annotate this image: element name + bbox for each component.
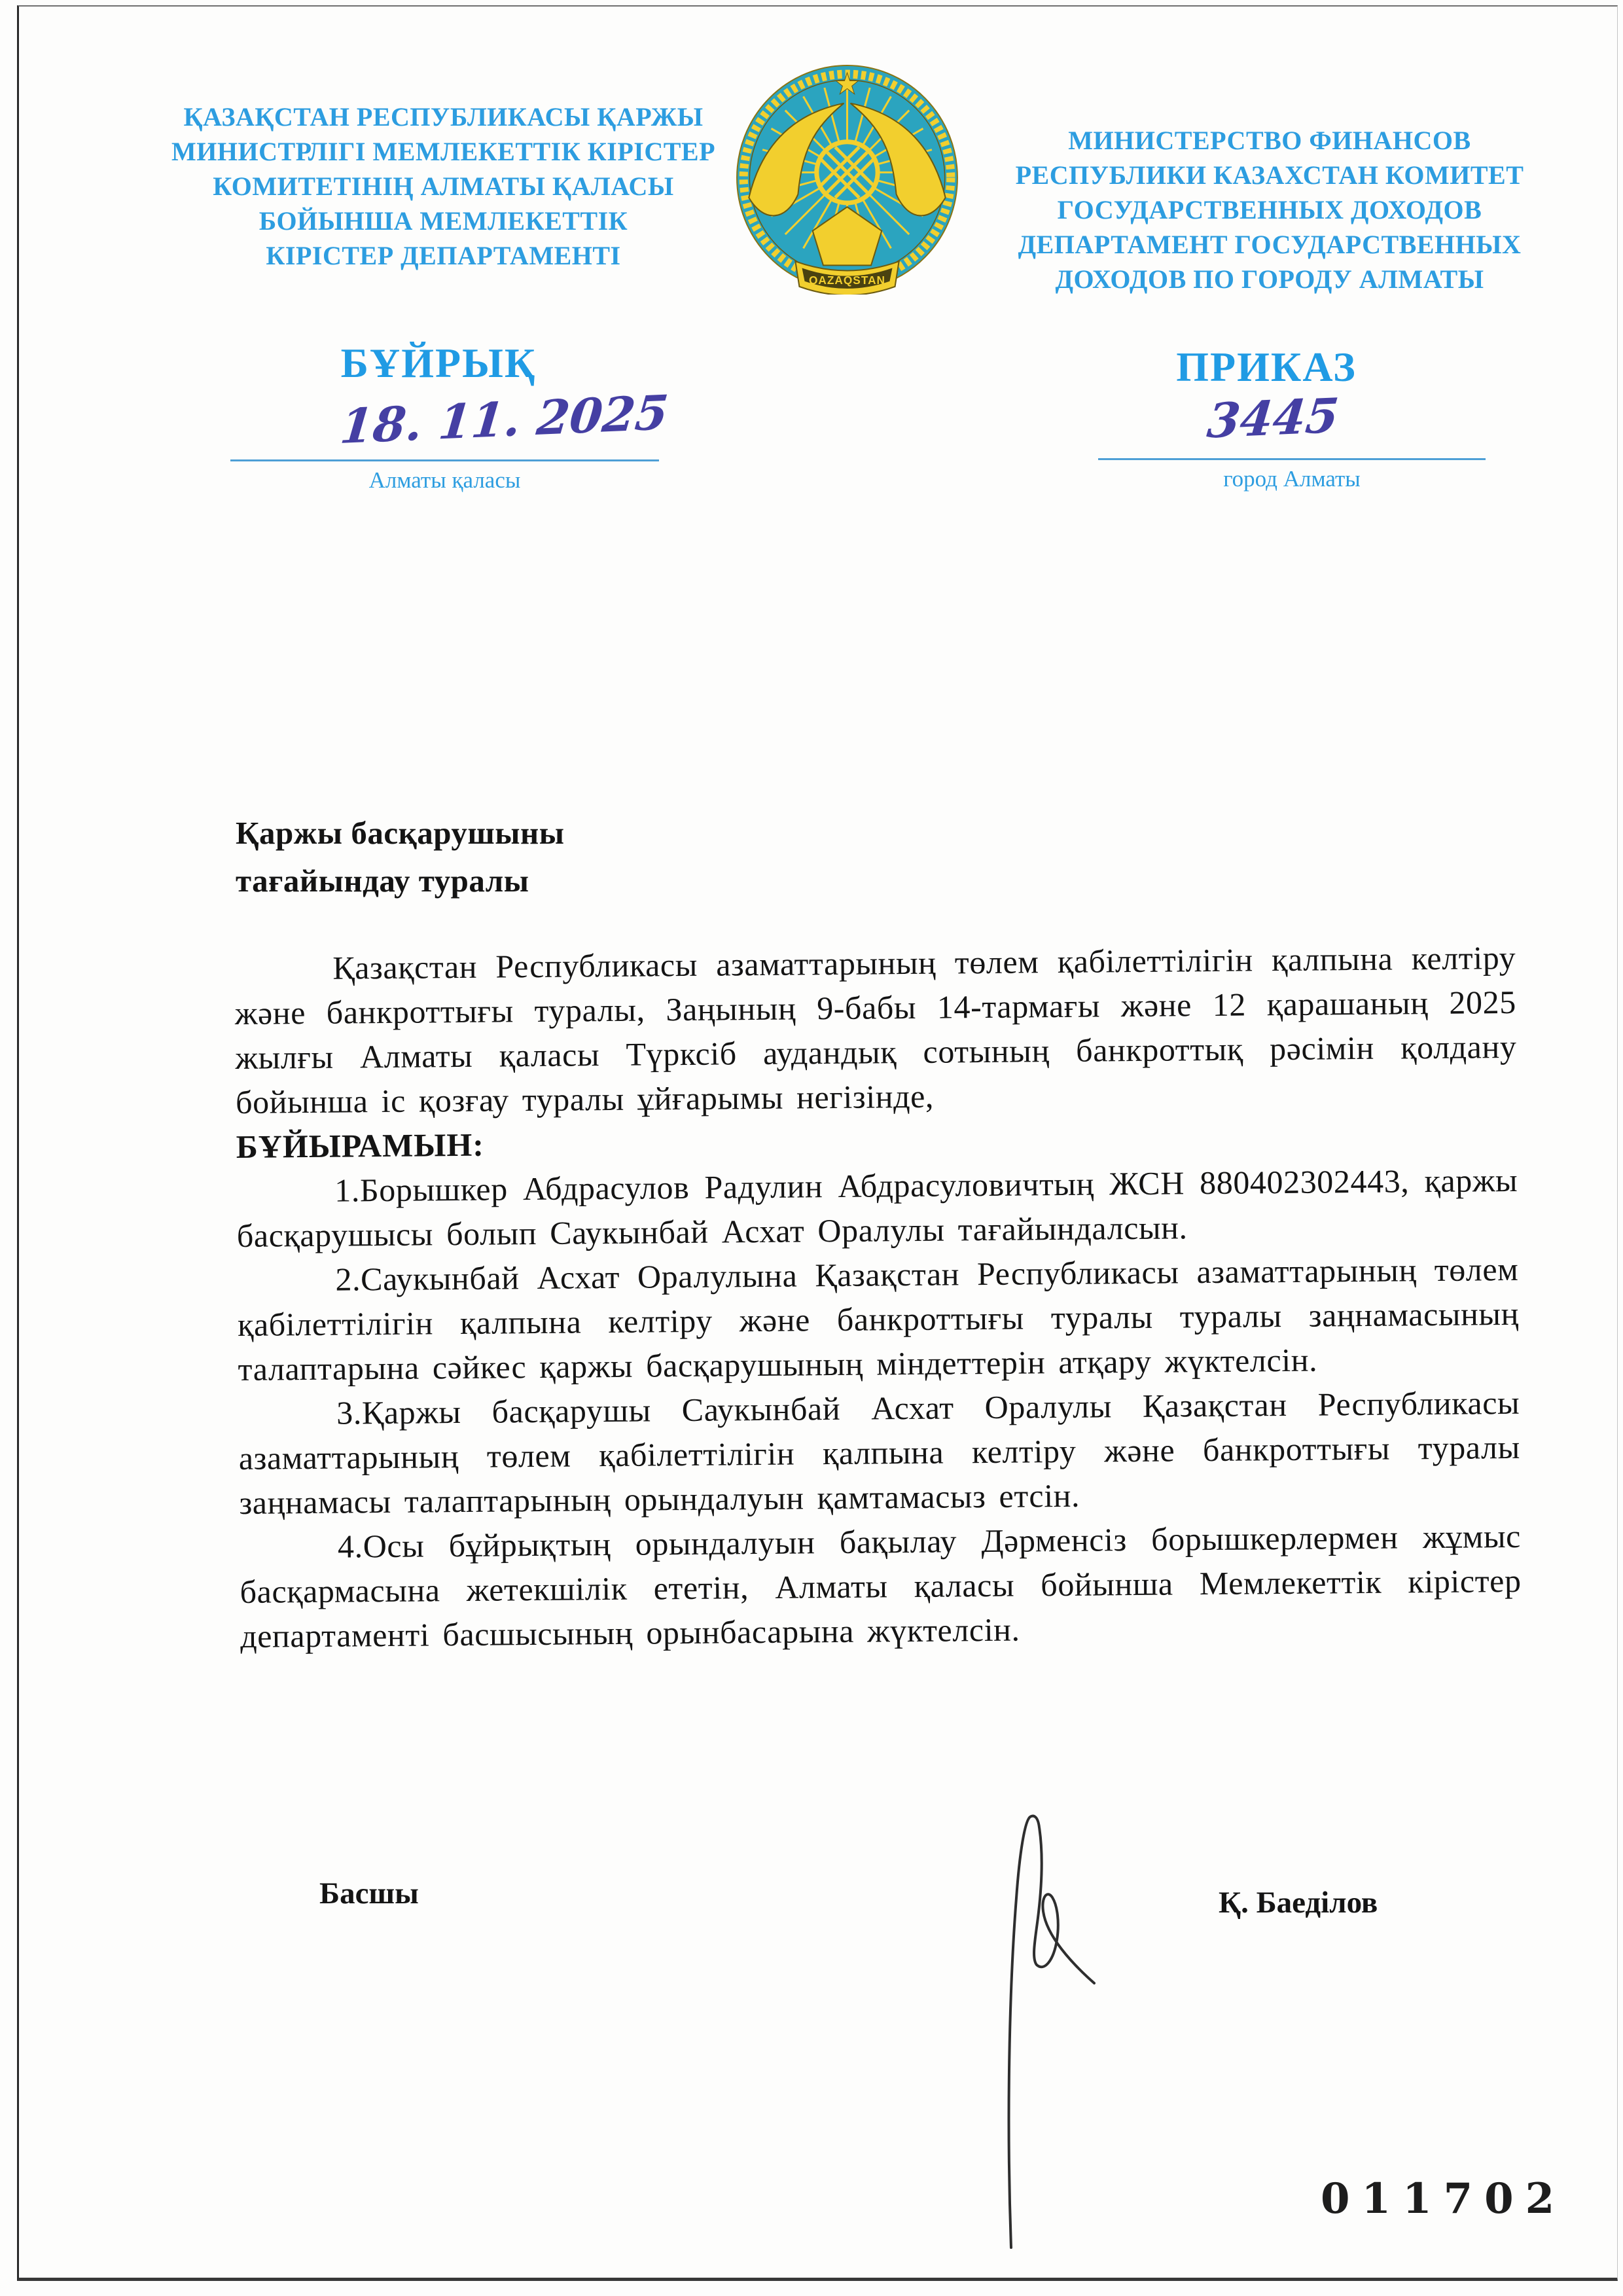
org-left-line: КОМИТЕТІНІҢ АЛМАТЫ ҚАЛАСЫ: [213, 171, 674, 201]
org-right-line: ГОСУДАРСТВЕННЫХ ДОХОДОВ: [1057, 195, 1482, 224]
stamped-serial-number: 011702: [1321, 2174, 1567, 2223]
emblem-banner-text: QAZAQSTAN: [808, 273, 886, 287]
org-left-line: ҚАЗАҚСТАН РЕСПУБЛИКАСЫ ҚАРЖЫ: [183, 102, 704, 132]
org-left-line: КІРІСТЕР ДЕПАРТАМЕНТІ: [266, 241, 621, 270]
order-item-4: 4.Осы бұйрықтың орындалуын бақылау Дәрменсіз борышкерлермен жұмыс басқармасына жетекшілік ететін, Алматы қаласы бойынша Мемлекеттік кірістер департаменті басшысының орынбасарына жүктелсін.: [240, 1517, 1522, 1655]
signer-role-label: Басшы: [319, 1876, 419, 1910]
place-label-kazakh: Алматы қаласы: [368, 467, 521, 493]
order-item-1: 1.Борышкер Абдрасулов Радулин Абдрасуловичтың ЖСН 880402302443, қаржы басқарушысы болып Саукынбай Асхат Оралулы тағайындалсын.: [236, 1161, 1518, 1254]
org-name-russian: [975, 123, 1564, 296]
order-item-3: 3.Қаржы басқарушы Саукынбай Асхат Оралулы Қазақстан Республикасы азаматтарының төлем қабілеттілігін қалпына келтіру және банкроттығы туралы заңнамасы талаптарының орындалуын қамтамасыз етсін.: [238, 1384, 1520, 1521]
handwritten-order-number: 3445: [1204, 387, 1342, 449]
org-name-kazakh: [147, 99, 740, 273]
order-item-2: 2.Саукынбай Асхат Оралулына Қазақстан Республикасы азаматтарының төлем қабілеттілігін қалпына келтіру және банкроттығы туралы туралы заңнамасының талаптарына сәйкес қаржы басқарушының міндеттерін атқару жүктелсін.: [237, 1250, 1520, 1388]
order-title-kazakh: БҰЙРЫҚ: [340, 340, 537, 386]
org-left-line: БОЙЫНША МЕМЛЕКЕТТІК: [259, 206, 628, 236]
order-subject: [236, 809, 565, 905]
subject-line: тағайындау туралы: [236, 863, 529, 899]
order-body: [234, 935, 1522, 1659]
date-underline: [230, 459, 659, 461]
handwritten-date: 18. 11. 2025: [338, 384, 671, 455]
org-right-line: ДЕПАРТАМЕНТ ГОСУДАРСТВЕННЫХ: [1018, 230, 1522, 259]
intro-paragraph: Қазақстан Республикасы азаматтарының төлем қабілеттілігін қалпына келтіру және банкроттығы туралы, Заңының 9-бабы 14-тармағы және 12 қарашаның 2025 жылғы Алматы қаласы Түрксіб аудандық сотының банкроттық рәсімін қолдану бойынша іс қозғау туралы ұйғарымы негізінде,: [234, 939, 1517, 1121]
org-right-line: МИНИСТЕРСТВО ФИНАНСОВ: [1068, 126, 1471, 155]
org-right-line: ДОХОДОВ ПО ГОРОДУ АЛМАТЫ: [1055, 264, 1484, 294]
org-right-line: РЕСПУБЛИКИ КАЗАХСТАН КОМИТЕТ: [1015, 160, 1524, 190]
place-label-russian: город Алматы: [1223, 466, 1361, 492]
number-underline: [1098, 458, 1486, 460]
subject-line: Қаржы басқарушыны: [236, 815, 565, 851]
org-left-line: МИНИСТРЛІГІ МЕМЛЕКЕТТІК КІРІСТЕР: [171, 137, 716, 166]
resolve-word: БҰЙЫРАМЫН:: [236, 1126, 485, 1165]
order-title-russian: ПРИКАЗ: [1176, 344, 1357, 390]
kazakhstan-coat-of-arms-icon: [734, 64, 960, 295]
signer-name: Қ. Баеділов: [1219, 1886, 1378, 1920]
